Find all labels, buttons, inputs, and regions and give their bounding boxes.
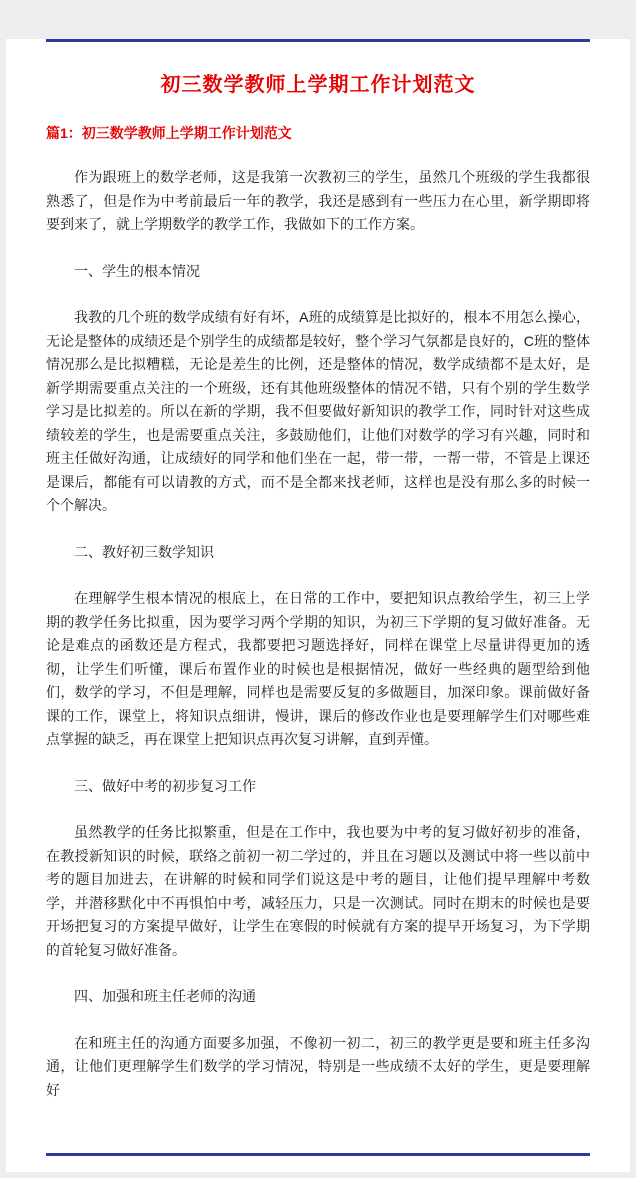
document-title: 初三数学教师上学期工作计划范文: [160, 74, 476, 96]
document-body: [46, 166, 590, 1112]
section-subtitle: 篇1：初三数学教师上学期工作计划范文: [46, 125, 292, 141]
bottom-divider: [46, 1153, 590, 1156]
body-paragraph: 作为跟班上的数学老师，这是我第一次教初三的学生，虽然几个班级的学生我都很熟悉了，但是作为中考前最后一年的教学，我还是感到有一些压力在心里，新学期即将要到来了，就上学期数学的教学工作，我做如下的工作方案。: [46, 169, 590, 232]
section-heading: 二、教好初三数学知识: [74, 543, 214, 560]
section-heading: 三、做好中考的初步复习工作: [74, 777, 256, 794]
body-paragraph: 我教的几个班的数学成绩有好有坏，A班的成绩算是比拟好的，根本不用怎么操心，无论是整体的成绩还是个别学生的成绩都是较好，整个学习气氛都是良好的，C班的整体情况那么是比拟糟糕，无论是差生的比例，还是整体的情况，数学成绩都不是太好，是新学期需要重点关注的一个班级，还有其他班级整体的情况不错，只有个别的学生数学学习是比拟差的。所以在新的学期，我不但要做好新知识的教学工作，同时针对这些成绩较差的学生，也是需要重点关注，多鼓励他们，让他们对数学的学习有兴趣，同时和班主任做好沟通，让成绩好的同学和他们坐在一起，带一带，一帮一带，不管是上课还是课后，都能有可以请教的方式，而不是全都来找老师，这样也是没有那么多的时候一个个解决。: [46, 309, 590, 513]
section-heading: 四、加强和班主任老师的沟通: [74, 988, 256, 1004]
section-heading: 一、学生的根本情况: [74, 262, 200, 279]
body-paragraph: 在理解学生根本情况的根底上，在日常的工作中，要把知识点教给学生，初三上学期的教学任务比拟重，因为要学习两个学期的知识，为初三下学期的复习做好准备。无论是难点的函数还是方程式，我都要把习题选择好，同样在课堂上尽量讲得更加的透彻，让学生们听懂，课后布置作业的时候也是根据情况，做好一些经典的题型给到他们，数学的学习，不但是理解，同样也是需要反复的多做题目，加深印象。课前做好备课的工作，课堂上，将知识点细讲，慢讲，课后的修改作业也是要理解学生们对哪些难点掌握的缺乏，再在课堂上把知识点再次复习讲解，直到弄懂。: [46, 590, 590, 747]
body-paragraph: 在和班主任的沟通方面要多加强，不像初一初二，初三的教学更是要和班主任多沟通，让他们更理解学生们数学的学习情况，特别是一些成绩不太好的学生，更是要理解好: [46, 1034, 590, 1098]
body-paragraph: 虽然教学的任务比拟繁重，但是在工作中，我也要为中考的复习做好初步的准备，在教授新知识的时候，联络之前初一初二学过的，并且在习题以及测试中将一些以前中考的题目加进去，在讲解的时候和同学们说这是中考的题目，让他们提早理解中考数学，并潜移默化中不再惧怕中考，减轻压力，只是一次测试。同时在期末的时候也是要开场把复习的方案提早做好，让学生在寒假的时候就有方案的提早开场复习，为下学期的首轮复习做好准备。: [46, 824, 590, 958]
document-page: [6, 39, 630, 1172]
top-divider: [46, 39, 590, 42]
